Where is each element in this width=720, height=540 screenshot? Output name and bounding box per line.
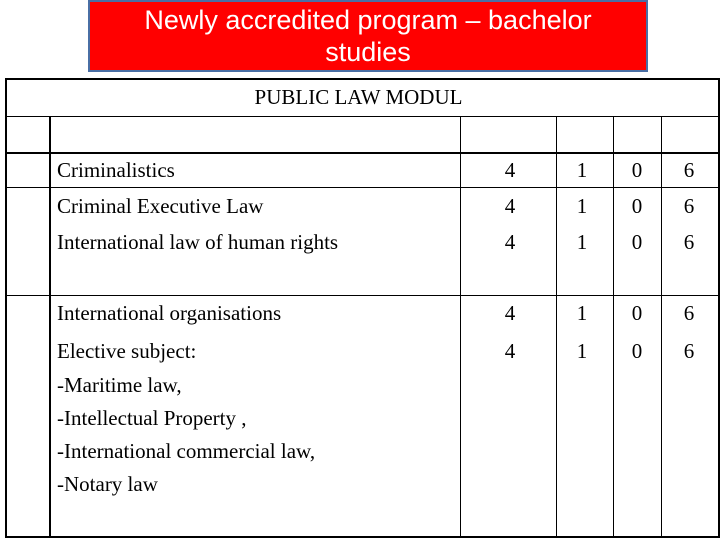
value-cell: 1 bbox=[576, 301, 588, 325]
subject-cell: Criminal Executive Law bbox=[57, 194, 264, 218]
table-col-divider bbox=[460, 116, 461, 538]
value-cell: 4 bbox=[504, 194, 516, 218]
subject-cell: Elective subject: bbox=[57, 339, 197, 363]
table-col-divider bbox=[49, 116, 51, 538]
value-cell: 6 bbox=[683, 339, 695, 363]
value-cell: 6 bbox=[683, 301, 695, 325]
value-cell: 0 bbox=[631, 230, 643, 254]
table-border-left bbox=[5, 78, 7, 538]
table-header: PUBLIC LAW MODUL bbox=[254, 85, 463, 109]
table-col-divider bbox=[613, 116, 614, 538]
value-cell: 4 bbox=[504, 158, 516, 182]
value-cell: 0 bbox=[631, 339, 643, 363]
value-cell: 0 bbox=[631, 301, 643, 325]
value-cell: 4 bbox=[504, 301, 516, 325]
value-cell: 1 bbox=[576, 230, 588, 254]
value-cell: 1 bbox=[576, 339, 588, 363]
subject-cell: International law of human rights bbox=[57, 230, 339, 254]
value-cell: 6 bbox=[683, 230, 695, 254]
table-col-divider bbox=[661, 116, 662, 538]
subject-cell: Criminalistics bbox=[57, 158, 175, 182]
table-col-divider bbox=[556, 116, 557, 538]
value-cell: 0 bbox=[631, 194, 643, 218]
subject-cell: -Notary law bbox=[57, 472, 158, 496]
value-cell: 6 bbox=[683, 194, 695, 218]
table-border-top bbox=[5, 78, 720, 80]
subject-cell: International organisations bbox=[57, 301, 282, 325]
slide-title: Newly accredited program – bachelor studies bbox=[144, 5, 592, 67]
value-cell: 0 bbox=[631, 158, 643, 182]
value-cell: 1 bbox=[576, 158, 588, 182]
subject-cell: -Intellectual Property , bbox=[57, 406, 247, 430]
value-cell: 6 bbox=[683, 158, 695, 182]
value-cell: 4 bbox=[504, 339, 516, 363]
subject-cell: -International commercial law, bbox=[57, 439, 316, 463]
value-cell: 4 bbox=[504, 230, 516, 254]
value-cell: 1 bbox=[576, 194, 588, 218]
subject-cell: -Maritime law, bbox=[57, 373, 182, 397]
